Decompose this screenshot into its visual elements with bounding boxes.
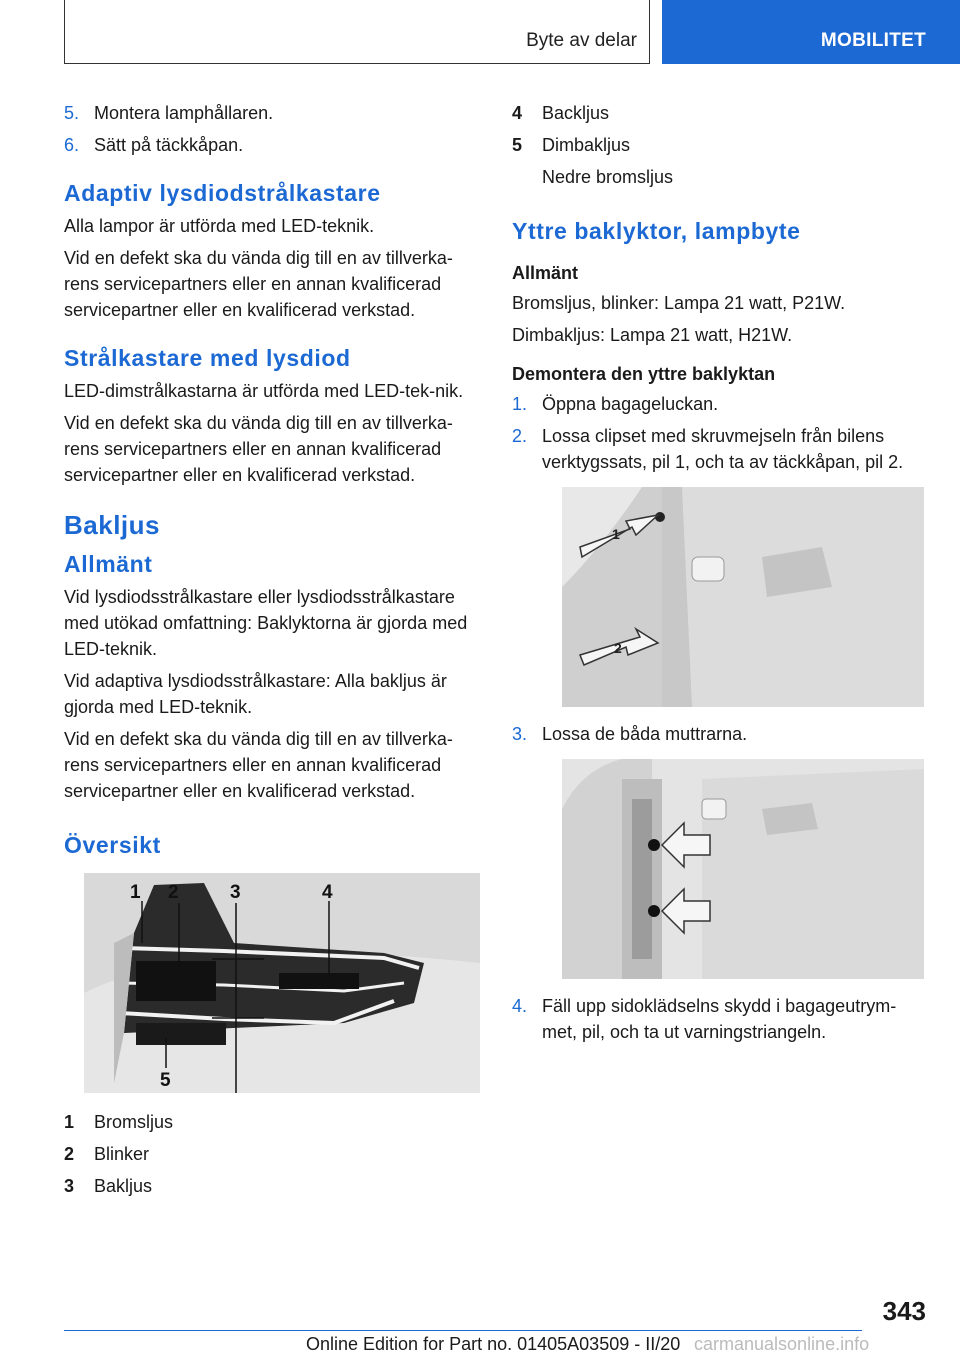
arrow-label-2: 2 (614, 640, 622, 656)
heading-allmant: Allmänt (64, 551, 153, 577)
legend-item (512, 132, 924, 158)
legend-text: Backljus (542, 103, 610, 123)
right-column (512, 100, 924, 1051)
step-item (64, 132, 476, 158)
edition-text: Online Edition for Part no. 01405A03509 - II/20 (306, 1334, 681, 1354)
step-number: 4. (512, 996, 528, 1016)
figure-label-3: 3 (230, 882, 241, 903)
step-number: 5. (64, 103, 80, 123)
legend-text: Bromsljus (94, 1112, 174, 1132)
trunk-cover-figure (562, 487, 924, 707)
nuts-illustration (562, 759, 924, 979)
paragraph: Dimbakljus: Lampa 21 watt, H21W. (512, 325, 793, 345)
step-number: 1. (512, 394, 528, 414)
step-item (512, 423, 924, 475)
legend-item (512, 100, 924, 126)
left-column (64, 100, 476, 1205)
page-number: 343 (882, 1296, 926, 1326)
step-item (64, 100, 476, 126)
step-number: 6. (64, 135, 80, 155)
paragraph: LED-dimstrålkastarna är utförda med LED-tek‐nik. (64, 381, 464, 401)
step-item (512, 721, 924, 747)
legend-number: 1 (64, 1112, 75, 1132)
heading-yttre: Yttre baklyktor, lampbyte (512, 218, 801, 244)
legend-item (64, 1173, 476, 1199)
paragraph: Vid en defekt ska du vända dig till en av tillverka‐rens servicepartners eller en annan kvalificerad servicepartner eller en kvalificerad verkstad. (64, 248, 453, 320)
step-text: Lossa de båda muttrarna. (542, 724, 748, 744)
taillight-overview-figure (84, 873, 480, 1093)
paragraph: Vid en defekt ska du vända dig till en av tillverka‐rens servicepartners eller en annan kvalificerad servicepartner eller en kvalificerad verkstad. (64, 729, 453, 801)
step-number: 3. (512, 724, 528, 744)
step-text: Lossa clipset med skruvmejseln från bilens verktygssats, pil 1, och ta av täckkåpan, pil 2. (542, 426, 904, 472)
legend-number: 2 (64, 1144, 75, 1164)
header-chapter-title: MOBILITET (820, 30, 926, 51)
step-item (512, 993, 924, 1045)
step-number: 2. (512, 426, 528, 446)
legend-number: 3 (64, 1176, 75, 1196)
legend-number: 4 (512, 103, 523, 123)
legend-item (64, 1109, 476, 1135)
legend-item (64, 1141, 476, 1167)
paragraph: Bromsljus, blinker: Lampa 21 watt, P21W. (512, 293, 846, 313)
heading-allmant: Allmänt (512, 263, 579, 283)
legend-number (512, 164, 542, 190)
header-section-title: Byte av delar (526, 30, 637, 51)
legend-number: 5 (512, 135, 523, 155)
heading-bakljus: Bakljus (64, 510, 160, 540)
trunk-cover-illustration (562, 487, 924, 707)
figure-label-1: 1 (130, 882, 141, 903)
heading-demontera: Demontera den yttre baklyktan (512, 364, 776, 384)
legend-text: Bakljus (94, 1176, 153, 1196)
step-text: Montera lamphållaren. (94, 103, 274, 123)
paragraph: Vid en defekt ska du vända dig till en av tillverka‐rens servicepartners eller en annan kvalificerad servicepartner eller en kvalificerad verkstad. (64, 413, 453, 485)
heading-led: Strålkastare med lysdiod (64, 345, 351, 371)
legend-text: Dimbakljus (542, 135, 631, 155)
paragraph: Alla lampor är utförda med LED-teknik. (64, 216, 375, 236)
header-chapter-tab[interactable] (662, 0, 960, 64)
step-item (512, 391, 924, 417)
legend-item (512, 164, 924, 190)
figure-label-2: 2 (168, 882, 179, 903)
legend-text: Blinker (94, 1144, 150, 1164)
figure-label-4: 4 (322, 882, 333, 903)
paragraph: Vid adaptiva lysdiodsstrålkastare: Alla bakljus är gjorda med LED-teknik. (64, 671, 447, 717)
paragraph: Vid lysdiodsstrålkastare eller lysdiodsstrålkastare med utökad omfattning: Baklyktorna är gjorda med LED-teknik. (64, 587, 468, 659)
taillight-illustration (84, 873, 480, 1093)
heading-oversikt: Översikt (64, 832, 161, 858)
figure-label-5: 5 (160, 1070, 171, 1091)
heading-adaptive: Adaptiv lysdiodstrålkastare (64, 180, 381, 206)
watermark-text: carmanualsonline.info (694, 1334, 870, 1354)
footer-divider (64, 1330, 862, 1331)
legend-text: Nedre bromsljus (542, 167, 674, 187)
arrow-label-1: 1 (612, 526, 620, 542)
header-section-box (64, 0, 650, 64)
step-text: Sätt på täckkåpan. (94, 135, 244, 155)
step-text: Öppna bagageluckan. (542, 394, 719, 414)
nuts-figure (562, 759, 924, 979)
step-text: Fäll upp sidoklädselns skydd i bagageutrym‐met, pil, och ta ut varningstriangeln. (542, 996, 897, 1042)
